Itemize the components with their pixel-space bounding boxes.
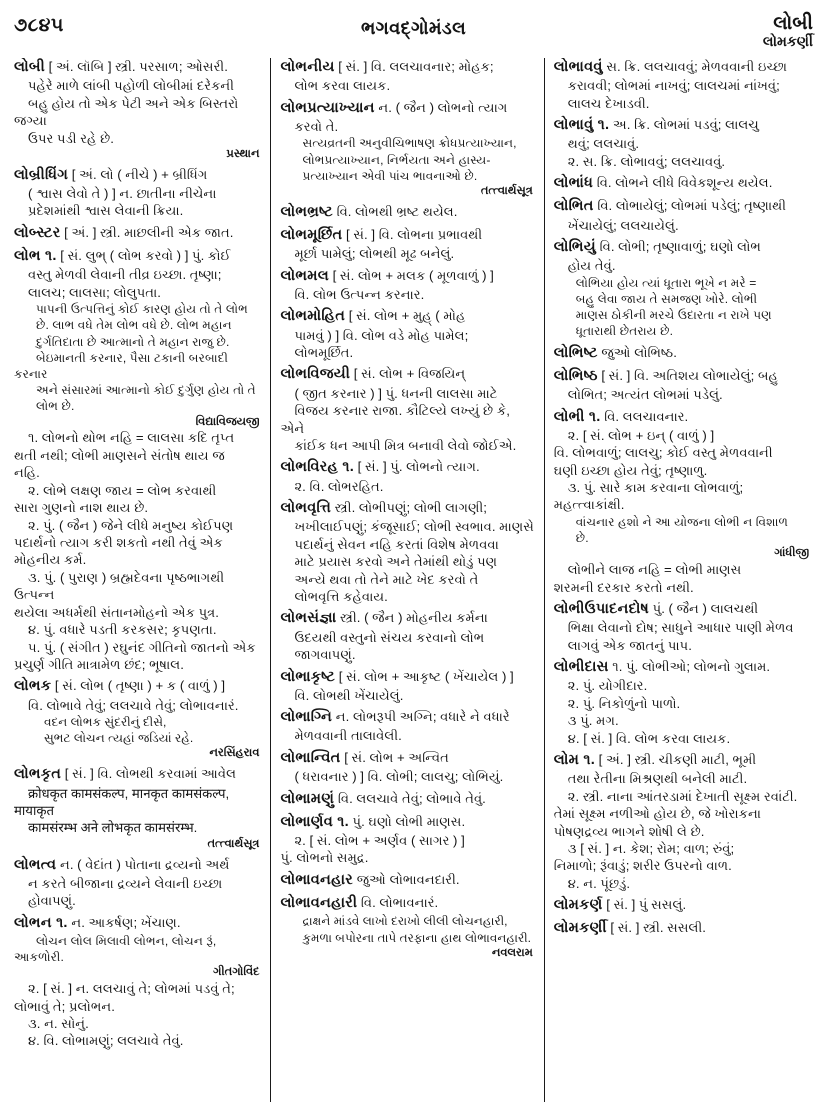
- entry-citation-line: પ્રત્યાખ્યાન એવી પાંચ ભાવનાઓ છે.: [302, 168, 478, 183]
- guide-word-top: લોબી: [773, 13, 813, 34]
- entry-sense-line: ઘણી ઇચ્છા હોય તેવું; તૃષ્ણાળુ.: [553, 462, 708, 478]
- entry-definition-line: હોય તેવું.: [567, 258, 616, 274]
- entry-definition-line: ( ધરાવનાર ) ] વિ. લોભી; લાલચુ; લોભિયું.: [294, 769, 504, 785]
- entry-headword: લોભાવનહારી: [280, 895, 358, 912]
- entry-definition-line: ખેંચાયેલું; લલચાયેલું.: [567, 217, 679, 233]
- entry-definition-text: [ સં. ] વિ. લોભના પ્રભાવથી: [342, 227, 483, 243]
- entry-definition-text: [ સં. ] વિ. લોભથી કરવામાં આવેલ: [61, 766, 237, 782]
- entry-headword: લોભકૃત: [14, 766, 62, 783]
- dictionary-entry: [554, 174, 811, 193]
- entry-sense: લોભીને લાજ નહિ = લોભી માણસ: [567, 562, 742, 578]
- entry-definition-text: [ સં. લોભ + મુહ્ ( મોહ: [345, 308, 466, 324]
- entry-sense-line: પોષણદ્રવ્ય ભાગને શોષી લે છે.: [553, 823, 705, 839]
- entry-sense: ૨. સ્ત્રી. નાના આંતરડામાં દેખાતી સૂક્ષ્મ રવાંટી.: [567, 788, 798, 804]
- entry-definition-line: પદાર્થનું સેવન નહિ કરતાં વિશેષ મેળવવા: [294, 536, 499, 552]
- entry-definition-line: પ્રદેશમાંથી શ્વાસ લેવાની ક્રિયા.: [28, 203, 184, 219]
- entry-definition-text: વિ. લોભને લીધે વિવેકશૂન્ય થયેલ.: [593, 175, 773, 191]
- entry-citation-line: સત્યવ્રતની અનુવીચિભાષણ ક્રોધપ્રત્યાખ્યાન,: [302, 136, 517, 151]
- dictionary-entry: [280, 499, 534, 605]
- entry-sense: ૨. સ. ક્રિ. લોભાવવું; લલચાવવું.: [567, 153, 726, 169]
- text-column-2: [274, 58, 540, 1102]
- entry-definition-text: [ સં. ] પું સસલું.: [602, 897, 687, 913]
- entry-citation-line: પાપની ઉત્પત્તિનું કોઈ કારણ હોય તો તે લોભ: [36, 302, 248, 317]
- entry-definition-line: ( શ્વાસ લેવો તે ) ] ન. છાતીના નીચેના: [28, 186, 217, 202]
- entry-definition-line: કાંઈક ધન આપી મિત્ર બનાવી લેવો જોઈએ.: [294, 437, 517, 453]
- entry-definition-text: [ સં. ] સ્ત્રી. સસલી.: [606, 920, 706, 936]
- entry-headword: લોભિયું: [553, 239, 596, 256]
- entry-sense-line: પદાર્થનો ત્યાગ કરી શકતો નથી તેવું એક: [14, 534, 223, 550]
- entry-definition-text: ન. આકર્ષણ; ખેંચાણ.: [67, 914, 181, 930]
- entry-definition-text: [ સં. ] પું. લોભનો ત્યાગ.: [353, 459, 480, 475]
- dictionary-entry: [554, 919, 811, 938]
- entry-sense-line: પ્રચુર્ણ ગીતિ માત્રામેળ છંદ; ભૂષાલ.: [14, 656, 184, 672]
- entry-citation-line: દ્રાક્ષને માંડવે લાખો દરાખો લીલી લોચનહારી,: [302, 914, 508, 929]
- citation-attribution: તત્ત્વાર્થસૂત્ર: [480, 184, 533, 197]
- entry-headword: લોભાવનહાર: [280, 871, 354, 888]
- entry-verse-line: સુભટ લોચન ત્યહાં જડિયાં રહે.: [44, 731, 194, 746]
- page-header: [8, 10, 817, 58]
- entry-definition-text: [ અં. ] સ્ત્રી. માછલીની એક જાત.: [60, 224, 234, 240]
- entry-definition-line: ( જીત કરનાર ) ] પું. ધનની લાલસા માટે: [294, 385, 498, 401]
- entry-citation-line: છે. લાભ વધે તેમ લોભ વધે છે. લોભ મહાન: [36, 318, 232, 333]
- entry-sense: ૨. પું. નિકોળુંનો પાળો.: [567, 695, 681, 711]
- column-divider-1: [270, 58, 271, 1102]
- entry-sense: ૪. [ સં. ] વિ. લોભ કરવા લાયક.: [567, 730, 731, 746]
- entry-definition-text: [ સં. ] વિ. અતિશય લોભાયેલું; બહુ: [597, 367, 778, 383]
- entry-sense-line: થયેલા અધર્મથી સંતાનમોહનો એક પુત્ર.: [14, 604, 219, 620]
- dictionary-entry: [280, 365, 534, 454]
- entry-citation-line: ધૂતારાથી છેતરાય છે.: [575, 324, 674, 339]
- entry-definition-line: ઉદયથી વસ્તુનો સંચય કરવાનો લોભ: [294, 629, 485, 645]
- text-column-3: [548, 58, 817, 1102]
- entry-sense: ૨. [ સં. ] ન. લલચાવું તે; લોભમાં પડવું તે;: [28, 981, 235, 997]
- dictionary-entry: [14, 677, 261, 761]
- entry-citation-line: માણસ ઠોકીની મરચે ઉદારતા ન રાખે પણ: [575, 308, 772, 323]
- entry-definition-text: [ અં. લો ( નીચે ) + બ્રીધિંગ: [68, 166, 208, 182]
- entry-definition-text: વિ. લલચાવે તેવું; લોભાવે તેવું.: [334, 790, 486, 806]
- guide-word-bottom: લોમકર્ણી: [762, 32, 813, 49]
- entry-sense: ૩. પું. સારે કામ કરવાના લોભવાળું;: [567, 480, 744, 496]
- citation-attribution: વિદ્યાવિજયજી: [195, 415, 260, 428]
- entry-sense-line: તેમાં સૂક્ષ્મ નળીઓ હોય છે, જે ખોરાકના: [553, 806, 762, 822]
- entry-definition-line: कामसंरम्भ अने लोभकृत कामसंरम्भ.: [28, 820, 198, 836]
- dictionary-entry: [280, 749, 534, 786]
- entry-definition-line: લાલચ દેખાડવી.: [567, 95, 650, 111]
- entry-definition-line: લોભવૃત્તિ કહેવાય.: [294, 589, 388, 605]
- entry-definition-line: ખખીલાઈપણું; કંજૂસાઈ; લોભી સ્વભાવ. માણસે: [294, 519, 534, 535]
- entry-citation-line: દુર્ગતિદાતા છે આત્માનો તે મહાન રાજુ છે.: [36, 334, 230, 349]
- entry-headword: લોભમૂર્છિત: [280, 227, 343, 244]
- text-column-1: [8, 58, 267, 1102]
- entry-definition-text: ૧. પું. લોભીઓ; લોભનો ગુલામ.: [608, 659, 771, 675]
- dictionary-entry: [280, 99, 534, 199]
- entry-definition-text: ન. ( જૈન ) લોભનો ત્યાગ: [374, 99, 508, 115]
- entry-headword: લોભીઉપાદનદોષ: [553, 600, 649, 617]
- entry-sense: ૨. લોભે લક્ષણ જાય = લોભ કરવાથી: [28, 482, 217, 498]
- entry-definition-text: સ્ત્રી. ( જૈન ) મોહનીય કર્મના: [336, 610, 488, 626]
- entry-citation-line: વાંચનાર હશો ને આ યોજના લોભી ન વિશાળ: [575, 514, 789, 529]
- entry-sense: ૩ પું. મગ.: [567, 713, 619, 729]
- entry-definition-line: લાલચ; લાલસા; લોલુપતા.: [28, 284, 161, 300]
- dictionary-entry: [554, 344, 811, 363]
- entry-definition-line: કરાવવી; લોભમાં નાખવું; લાલચમાં નાંખવું;: [567, 78, 780, 94]
- entry-definition-text: ન. લોભરૂપી અગ્નિ; વધારે ને વધારે: [332, 709, 510, 725]
- entry-definition-text: [ સં. ] વિ. લલચાવનાર; મોહક;: [334, 59, 494, 74]
- entry-definition-text: જુઓ લોભિષ્ઠ.: [597, 344, 677, 360]
- entry-definition-line: કરવો તે.: [294, 118, 339, 134]
- dictionary-entry: [554, 896, 811, 915]
- dictionary-title: ભગવદ્ગોમંડલ: [360, 18, 467, 38]
- entry-sense-line: શરમની દરકાર કરતો નથી.: [553, 579, 694, 595]
- entry-definition-line: તથા રેતીના મિશ્રણથી બનેલી માટી.: [567, 771, 748, 787]
- entry-sense: ૧. લોભનો થોભ નહિ = લાલસા કદિ તૃપ્ત: [28, 430, 235, 446]
- entry-sense: ૪. ન. પૂંછડું.: [567, 875, 631, 891]
- entry-definition-text: પું. ઘણો લોભી માણસ.: [348, 813, 466, 829]
- entry-citation-line: બેઇમાનતી કરનાર, પૈસા ટકાની બરબાદી કરનાર: [14, 350, 229, 382]
- dictionary-entry: [554, 408, 811, 596]
- entry-definition-text: પું. ( જૈન ) લાલચથી: [648, 600, 759, 616]
- entry-headword: લોભસંજ્ઞા: [280, 610, 337, 627]
- dictionary-entry: [554, 751, 811, 892]
- citation-attribution: ગીતગોવિંદ: [213, 966, 260, 979]
- dictionary-entry: [554, 197, 811, 234]
- guide-words: [663, 12, 813, 49]
- entry-headword: લોબ્સ્ટર: [14, 224, 61, 241]
- entry-headword: લોભામણું: [280, 790, 335, 807]
- entry-headword: લોભિષ્ટ: [553, 344, 598, 361]
- entry-definition-line: ઉપર પડી રહે છે.: [28, 130, 114, 146]
- entry-sense: ૨. [ સં. લોભ + અર્ણવ ( સાગર ) ]: [294, 833, 465, 849]
- entry-definition-line: વિજય કરનાર રાજા. કૌટિલ્યે લખ્યું છે કે, એને: [280, 403, 510, 436]
- entry-definition-line: માટે પ્રયાસ કરવો અને તેમાંથી થોડું પણ: [294, 554, 498, 570]
- dictionary-entry: [14, 247, 261, 673]
- entry-definition-line: પહેરે માળે લાંબી પહોળી લોબીમાં દરેકની: [28, 78, 235, 94]
- entry-definition-line: વસ્તુ મેળવી લેવાની તીવ્ર ઇચ્છા. તૃષ્ણા;: [28, 267, 222, 283]
- entry-sense: ૨. પું. યોગીદાર.: [567, 678, 648, 694]
- dictionary-entry: [554, 116, 811, 170]
- entry-definition-line: હોવાપણું.: [28, 893, 76, 909]
- entry-headword: લોભિષ્ઠ: [553, 367, 598, 384]
- dictionary-entry: [14, 765, 261, 851]
- entry-headword: લોભિત: [553, 198, 594, 215]
- entry-definition-text: વિ. લલચાવનાર.: [600, 408, 689, 424]
- entry-sense-line: નિમાળો; રૂંવાડું; શરીર ઉપરનો વાળ.: [553, 858, 732, 874]
- dictionary-entry: [14, 224, 261, 243]
- entry-headword: લોભાર્ણવ ૧.: [280, 813, 349, 830]
- entry-definition-text: [ સં. લોભ + આકૃષ્ટ ( ખેંચાયેલ ) ]: [335, 668, 514, 684]
- entry-definition-line: લોભમૂર્છિત.: [294, 345, 354, 361]
- entry-definition-text: ન. ( વેદાંત ) પોતાના દ્રવ્યનો અર્થ: [56, 856, 230, 872]
- entry-definition-text: [ સં. લોભ + અન્વિત: [340, 749, 449, 765]
- entry-sense: ૫. પું. ( સંગીત ) રઘુનંદ ગીતિનો જાતનો એક: [28, 639, 256, 655]
- entry-sense: ૨. પું. ( જૈન ) જેને લીધે મનુષ્ય કોઈપણ: [28, 517, 234, 533]
- dictionary-entry: [280, 813, 534, 867]
- entry-headword: લોબી: [14, 59, 45, 75]
- dictionary-entry: [280, 307, 534, 361]
- entry-headword: લોભવૃત્તિ: [280, 500, 332, 517]
- entry-sense: ૨. [ સં. લોભ + ઇન્ ( વાળું ) ]: [567, 427, 715, 443]
- entry-definition-text: [ સં. લોભ ( તૃષ્ણા ) + ક ( વાળું ) ]: [51, 678, 225, 694]
- entry-definition-line: લાગવું એક જાતનું પાપ.: [567, 637, 692, 653]
- dictionary-entry: [280, 203, 534, 222]
- entry-verse-line: વદન લોભક સુંદરીનું દીસે,: [44, 715, 167, 730]
- entry-sense-line: વિ. લોભવાળું; લાલચુ; કોઈ વસ્તુ મેળવવાની: [553, 445, 773, 461]
- entry-definition-line: ન કરતે બીજાના દ્રવ્યને લેવાની ઇચ્છા: [28, 875, 223, 891]
- dictionary-entry: [280, 668, 534, 705]
- entry-definition-line: પામવું ) ] વિ. લોભ વડે મોહ પામેલ;: [294, 327, 469, 343]
- dictionary-entry: [554, 600, 811, 654]
- entry-headword: લોભાકૃષ્ટ: [280, 668, 336, 685]
- entry-headword: લોભવિજયી: [280, 366, 351, 383]
- entry-definition-line: લોભ કરવા લાયક.: [294, 78, 391, 94]
- entry-definition-text: વિ. લોભાયેલું; લોભમાં પડેલું; તૃષ્ણાથી: [593, 198, 786, 214]
- entry-sense-line: થતી નથી; લોભી માણસને સંતોષ થાય જ: [14, 447, 225, 463]
- entry-headword: લોમકર્ણ: [553, 897, 603, 914]
- entry-citation-line: લોચન લોલ મિલાવી લોભન, લોચન રૂં, આકળોરી.: [14, 933, 217, 965]
- entry-headword: લોબ્રીધિંગ: [14, 166, 69, 183]
- dictionary-entry: [14, 856, 261, 910]
- entry-citation-line: લોભ છે.: [36, 399, 75, 414]
- entry-definition-line: વિ. લોભથી ખેંચાયેલું.: [294, 687, 404, 703]
- dictionary-entry: [554, 658, 811, 747]
- entry-headword: લોભી ૧.: [553, 408, 601, 425]
- dictionary-entry: [280, 894, 534, 960]
- entry-sense-line: લોભાવું તે; પ્રલોભન.: [14, 998, 115, 1014]
- entry-definition-text: સ્ત્રી. લોભીપણું; લોભી લાગણી;: [331, 500, 487, 516]
- entry-definition-line: क्रोधकृत कामसंकल्प, मानकृत कामसंकल्प, मायाकृत: [14, 785, 230, 818]
- entry-sense-line: સારા ગુણનો નાશ થાય છે.: [14, 500, 149, 516]
- citation-attribution: પ્રસ્થાન: [226, 147, 260, 160]
- entry-definition-text: જુઓ લોભાવનદારી.: [353, 871, 460, 887]
- entry-headword: લોભાવવું: [553, 59, 603, 75]
- dictionary-entry: [14, 166, 261, 220]
- entry-definition-text: વિ. લોભાવનારં.: [357, 895, 439, 911]
- entry-definition-text: [ અં. લૉબિ ] સ્ત્રી. પરસાળ; ઓસરી.: [44, 59, 228, 74]
- entry-sense-line: મોહનીય કર્મ.: [14, 552, 87, 568]
- entry-citation-line: લોભપ્રત્યાખ્યાન, નિર્ભયતા અને હાસ્ય-: [302, 152, 491, 167]
- dictionary-entry: [554, 238, 811, 339]
- entry-headword: લોભક: [14, 678, 52, 695]
- entry-headword: લોભાગ્નિ: [280, 709, 333, 726]
- dictionary-entry: [554, 367, 811, 404]
- dictionary-entry: [280, 871, 534, 890]
- entry-definition-text: [ સં. લોભ + વિજયિન્: [350, 366, 466, 382]
- entry-citation-line: કુમળા બપોરના તાપે તરફાના હાથ લોભાવનહારી.: [302, 930, 532, 945]
- citation-attribution: નવલરામ: [491, 946, 533, 959]
- entry-definition-text: [ સં. લુભ્ ( લોભ કરવો ) ] પું. કોઈ: [56, 248, 231, 264]
- entry-headword: લોભ ૧.: [14, 248, 57, 265]
- entry-definition-line: અન્યે થવા તો તેને માટે ખેદ કરવો તે: [294, 571, 479, 587]
- citation-attribution: નરસિંહરાવ: [209, 747, 260, 760]
- entry-citation-line: અને સંસારમાં આત્માનો કોઈ દુર્ગુણ હોય તો તે: [36, 383, 256, 398]
- entry-definition-line: જાગવાપણું.: [294, 647, 356, 663]
- entry-sense: ૩. ન. સોનું.: [28, 1016, 89, 1032]
- entry-definition-line: લોભિત; અત્યંત લોભમાં પડેલું.: [567, 387, 723, 403]
- entry-definition-text: અ. ક્રિ. લોભમાં પડવું; લાલચુ: [609, 117, 759, 133]
- entry-sense-line: નહિ.: [14, 465, 40, 481]
- citation-attribution: તત્ત્વાર્થસૂત્ર: [207, 837, 260, 850]
- entry-headword: લોભભ્રષ્ટ: [280, 203, 333, 220]
- entry-headword: લોભમલ: [280, 267, 329, 284]
- dictionary-entry: [280, 609, 534, 663]
- entry-definition-line: ભિક્ષા લેવાનો દોષ; સાધુને આધાર પાણી મેળવ: [567, 620, 794, 636]
- entry-sense-line: પું. લોભનો સમુદ્ર.: [280, 850, 369, 866]
- entry-definition-line: મેળવવાની તાલાવેલી.: [294, 728, 402, 744]
- entry-headword: લોભપ્રત્યાખ્યાન: [280, 99, 375, 116]
- entry-citation-line: લોભિયા હોય ત્યાં ધૂતારા ભૂખે ન મરે =: [575, 275, 757, 290]
- entry-sense: ૩. પું. ( પુરાણ ) બ્રહ્મદેવના પૃષ્ઠભાગથી ઉત્પન્ન: [14, 569, 225, 603]
- entry-sense: ૨. વિ. લોભરહિત.: [294, 478, 384, 494]
- entry-headword: લોભનીય: [280, 59, 335, 75]
- entry-definition-text: [ અં. ] સ્ત્રી. ચીકણી માટી, ભૂમી: [595, 751, 757, 767]
- entry-definition-text: વિ. લોભી; તૃષ્ણાવાળું; ઘણો લોભ: [595, 239, 761, 255]
- entry-definition-line: મૂર્છા પામેલું; લોભથી મૂઢ બનેલું.: [294, 246, 455, 262]
- page-number: ૭૮૪૫: [14, 15, 64, 36]
- entry-headword: લોમ ૧.: [553, 751, 595, 768]
- entry-sense: ૪. પું. વધારે પડતી કરકસર; કૃપણતા.: [28, 622, 217, 638]
- dictionary-entry: [14, 914, 261, 1050]
- dictionary-entry: [280, 226, 534, 263]
- dictionary-entry: [280, 708, 534, 745]
- entry-definition-line: વિ. લોભ ઉત્પન્ન કરનાર.: [294, 286, 425, 302]
- column-divider-2: [544, 58, 545, 1102]
- dictionary-entry: [14, 58, 261, 162]
- columns-container: [8, 58, 817, 1102]
- entry-headword: લોભાન્વિત: [280, 749, 341, 766]
- dictionary-entry: [280, 58, 534, 95]
- entry-headword: લોભમોહિત: [280, 308, 346, 325]
- dictionary-entry: [280, 458, 534, 495]
- dictionary-entry: [554, 58, 811, 112]
- entry-headword: લોભત્વ: [14, 856, 57, 873]
- entry-headword: લોભાવું ૧.: [553, 117, 610, 134]
- entry-definition-line: વિ. લોભાવે તેવું; લલચાવે તેવું; લોભાવનારં.: [28, 697, 239, 713]
- entry-definition-text: [ સં. લોભ + મલક ( મૂળવાળું ) ]: [328, 267, 494, 283]
- entry-sense: ૩ [ સં. ] ન. કેશ; રોમ; વાળ; રુંવું;: [567, 840, 735, 856]
- entry-headword: લોભન ૧.: [14, 914, 68, 931]
- entry-definition-line: બહુ હોય તો એક પેટી અને એક બિસ્તરો જગ્યા: [14, 95, 239, 129]
- dictionary-entry: [280, 790, 534, 809]
- entry-definition-line: થવું; લલચાવું.: [567, 136, 640, 152]
- entry-sense: ૪. વિ. લોભામણું; લલચાવે તેવું.: [28, 1033, 184, 1049]
- entry-definition-text: વિ. લોભથી ભ્રષ્ટ થયેલ.: [332, 203, 458, 219]
- entry-headword: લોભીદાસ: [553, 659, 609, 676]
- entry-headword: લોભવિરહ ૧.: [280, 459, 354, 476]
- entry-headword: લોભાંધ: [553, 175, 594, 192]
- entry-definition-text: સ. ક્રિ. લલચાવવું; મેળવવાની ઇચ્છા: [602, 59, 787, 74]
- dictionary-entry: [280, 267, 534, 304]
- entry-sense-line: મહત્ત્વાકાંક્ષી.: [553, 497, 625, 513]
- citation-attribution: ગાંધીજી: [774, 547, 809, 560]
- entry-citation-line: છે.: [575, 531, 589, 546]
- entry-headword: લોમકર્ણી: [553, 920, 607, 937]
- entry-citation-line: બહુ લેવા જાય તે સમજણ ખોરે. લોભી: [575, 291, 758, 306]
